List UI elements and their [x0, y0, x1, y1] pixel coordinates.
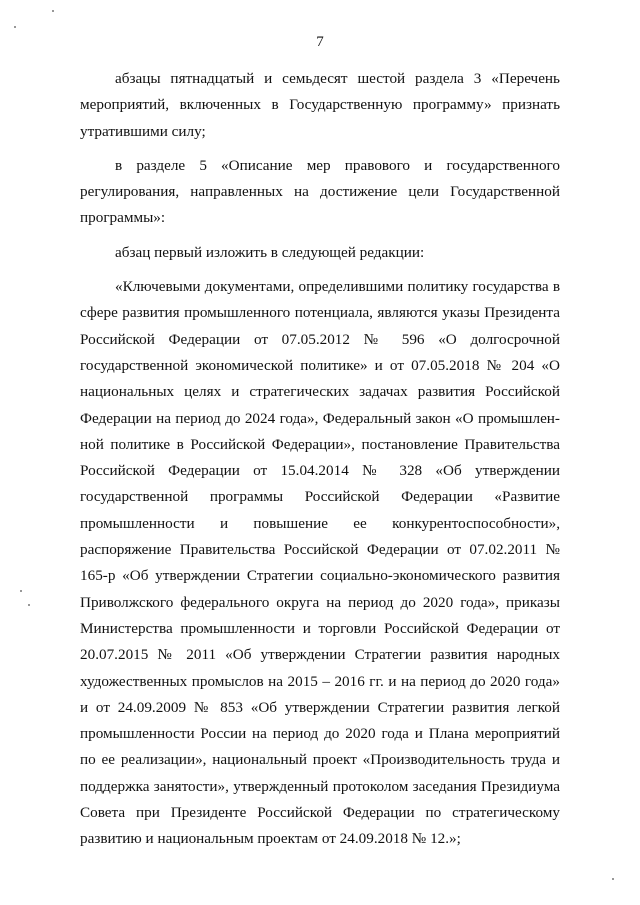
document-body	[80, 66, 560, 853]
scan-speck	[28, 604, 30, 606]
paragraph-key-documents-quote: «Ключевыми документами, определившими политику государства в сфере развития промышленного потенциала, являются указы Президента Российской Федерации от 07.05.2012 № 596 «О долгосрочной государственной экономической политике» и от 07.05.2018 № 204 «О национальных целях и стратегических задачах развития Российской Федерации на период до 2024 года», Федеральный закон «О промышлен-ной политике в Российской Федерации», постановление Правительства Российской Федерации от 15.04.2014 № 328 «Об утверждении государственной программы Российской Федерации «Развитие промышленности и повышение ее конкурентоспособности», распоряжение Правительства Российской Федерации от 07.02.2011 № 165-р «Об утверждении Стратегии социально-экономического развития Приволжского федерального округа на период до 2020 года», приказы Министерства промышленности и торговли Российской Федерации от 20.07.2015 № 2011 «Об утверждении Стратегии развития народных художественных промыслов на 2015 – 2016 гг. и на период до 2020 года» и от 24.09.2009 № 853 «Об утверждении Стратегии развития легкой промышленности России на период до 2020 года и Плана мероприятий по ее реализации», национальный проект «Производительность труда и поддержка занятости», утвержденный протоколом заседания Президиума Совета при Президенте Российской Федерации по стратегическому развитию и национальным проектам от 24.09.2018 № 12.»;	[80, 278, 560, 848]
scan-speck	[52, 10, 54, 12]
paragraph-abolish-paragraphs: абзацы пятнадцатый и семьдесят шестой раздела 3 «Перечень мероприятий, включенных в Государственную программу» признать утратившими силу;	[80, 70, 560, 140]
page-number: 7	[316, 34, 324, 50]
paragraph-section-5-heading: в разделе 5 «Описание мер правового и государственного регулирования, направленных на достижение цели Государственной программы»:	[80, 156, 560, 227]
scan-speck	[20, 590, 22, 592]
scan-speck	[14, 26, 16, 28]
scan-speck	[612, 878, 614, 880]
paragraph-first-abstract-instruction: абзац первый изложить в следующей редакции:	[115, 243, 425, 261]
